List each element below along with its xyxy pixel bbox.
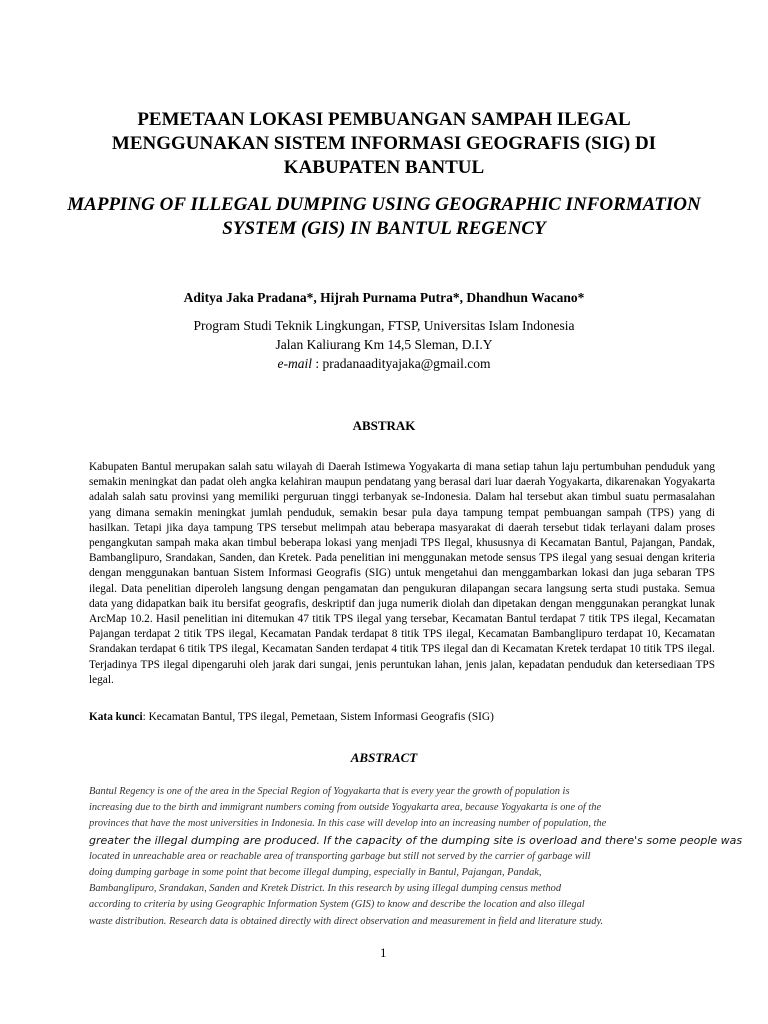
abstract-line: increasing due to the birth and immigrant numbers coming from outside Yogyakarta area, because Yogyakarta is one of the — [89, 802, 602, 814]
affiliation-block — [60, 316, 708, 373]
affiliation-address: Jalan Kaliurang Km 14,5 Sleman, D.I.Y — [275, 337, 493, 352]
email-label: e-mail — [277, 356, 312, 371]
page-number: 1 — [380, 945, 387, 960]
abstract-body — [89, 784, 743, 930]
abstract-line: according to criteria by using Geographic Information System (GIS) to know and describe the location and also illegal — [89, 899, 585, 911]
keywords-label: Kata kunci — [89, 711, 143, 723]
affiliation-program: Program Studi Teknik Lingkungan, FTSP, Universitas Islam Indonesia — [193, 318, 575, 333]
email-address: pradanaadityajaka@gmail.com — [322, 356, 491, 371]
email-separator: : — [311, 356, 323, 371]
paper-title-english: MAPPING OF ILLEGAL DUMPING USING GEOGRAPHIC INFORMATION SYSTEM (GIS) IN BANTUL REGENCY — [67, 194, 701, 239]
keywords-line — [89, 710, 715, 725]
abstract-line: provinces that have the most universities in Indonesia. In this case will develop into an increasing number of population, the — [89, 818, 607, 830]
abstract-line: Bantul Regency is one of the area in the Special Region of Yogyakarta that is every year the growth of population is — [89, 786, 570, 797]
author-list: Aditya Jaka Pradana*, Hijrah Purnama Putra*, Dhandhun Wacano* — [183, 290, 585, 305]
affiliation-email-line — [60, 354, 708, 373]
keywords-text: : Kecamatan Bantul, TPS ilegal, Pemetaan, Sistem Informasi Geografis (SIG) — [142, 711, 494, 723]
abstract-line: Bambanglipuro, Srandakan, Sanden and Kretek District. In this research by using illegal dumping census method — [89, 883, 562, 895]
abstrak-body: Kabupaten Bantul merupakan salah satu wilayah di Daerah Istimewa Yogyakarta di mana setiap tahun laju pertumbuhan penduduk yang semakin meningkat dan padat oleh angka kelahiran maupun pendatang yang berasal dari luar daerah Yogyakarta, dikarenakan Yogyakarta adalah salah satu provinsi yang memiliki perguruan tinggi terbanyak se-Indonesia. Dalam hal tersebut akan timbul suatu permasalahan yang dimana semakin meningkat jumlah penduduk, semakin besar pula daya tampung tempat pembuangan sampah (TPS) yang di hasilkan. Tetapi jika daya tampung TPS tersebut melimpah atau beberapa masyarakat di daerah tersebut tidak terlayani dalam proses pengangkutan sampah maka akan timbul beberapa lokasi yang menjadi TPS Ilegal, khususnya di Kecamatan Bantul, Pajangan, Pandak, Bambanglipuro, Srandakan, Sanden, dan Kretek. Pada penelitian ini menggunakan metode sensus TPS ilegal yang sesuai dengan kriteria dengan menggunakan bantuan Sistem Informasi Geografis (SIG) untuk mengetahui dan menggambarkan lokasi dan juga sebaran TPS ilegal. Data penelitian diperoleh langsung dengan pengamatan dan pengukuran dilapangan secara langsung serta studi pustaka. Semua data yang didapatkan baik itu bersifat geografis, deskriptif dan juga numerik diolah dan dipetakan dengan menggunakan perangkat lunak ArcMap 10.2. Hasil penelitian ini ditemukan 47 titik TPS ilegal yang tersebar, Kecamatan Bantul terdapat 7 titik TPS ilegal, Kecamatan Pajangan terdapat 2 titik TPS ilegal, Kecamatan Pandak terdapat 8 titik TPS ilegal, Kecamatan Bambanglipuro terdapat 10, Kecamatan Srandakan terdapat 6 titik TPS ilegal, Kecamatan Sanden terdapat 4 titik TPS ilegal dan di Kecamatan Kretek terdapat 10 titik TPS ilegal. Terjadinya TPS ilegal dipengaruhi oleh jarak dari sungai, jenis peruntukan lahan, jenis jalan, kepadatan penduduk dan ketersediaan TPS legal. — [89, 461, 715, 686]
abstract-heading: ABSTRACT — [350, 750, 418, 765]
abstract-line: waste distribution. Research data is obtained directly with direct observation and measurement in field and literature study. — [89, 915, 604, 927]
abstrak-heading: ABSTRAK — [352, 418, 416, 433]
abstract-line-handwritten: greater the illegal dumping are produced. If the capacity of the dumping site is overload and there's some people was — [89, 833, 743, 847]
abstract-line: located in unreachable area or reachable area of transporting garbage but still not served by the carrier of garbage will — [89, 850, 591, 862]
abstract-line: doing dumping garbage in some point that become illegal dumping, especially in Bantul, Pajangan, Pandak, — [89, 867, 542, 879]
paper-title-indonesian: PEMETAAN LOKASI PEMBUANGAN SAMPAH ILEGAL MENGGUNAKAN SISTEM INFORMASI GEOGRAFIS (SIG) DI KABUPATEN BANTUL — [111, 109, 657, 178]
